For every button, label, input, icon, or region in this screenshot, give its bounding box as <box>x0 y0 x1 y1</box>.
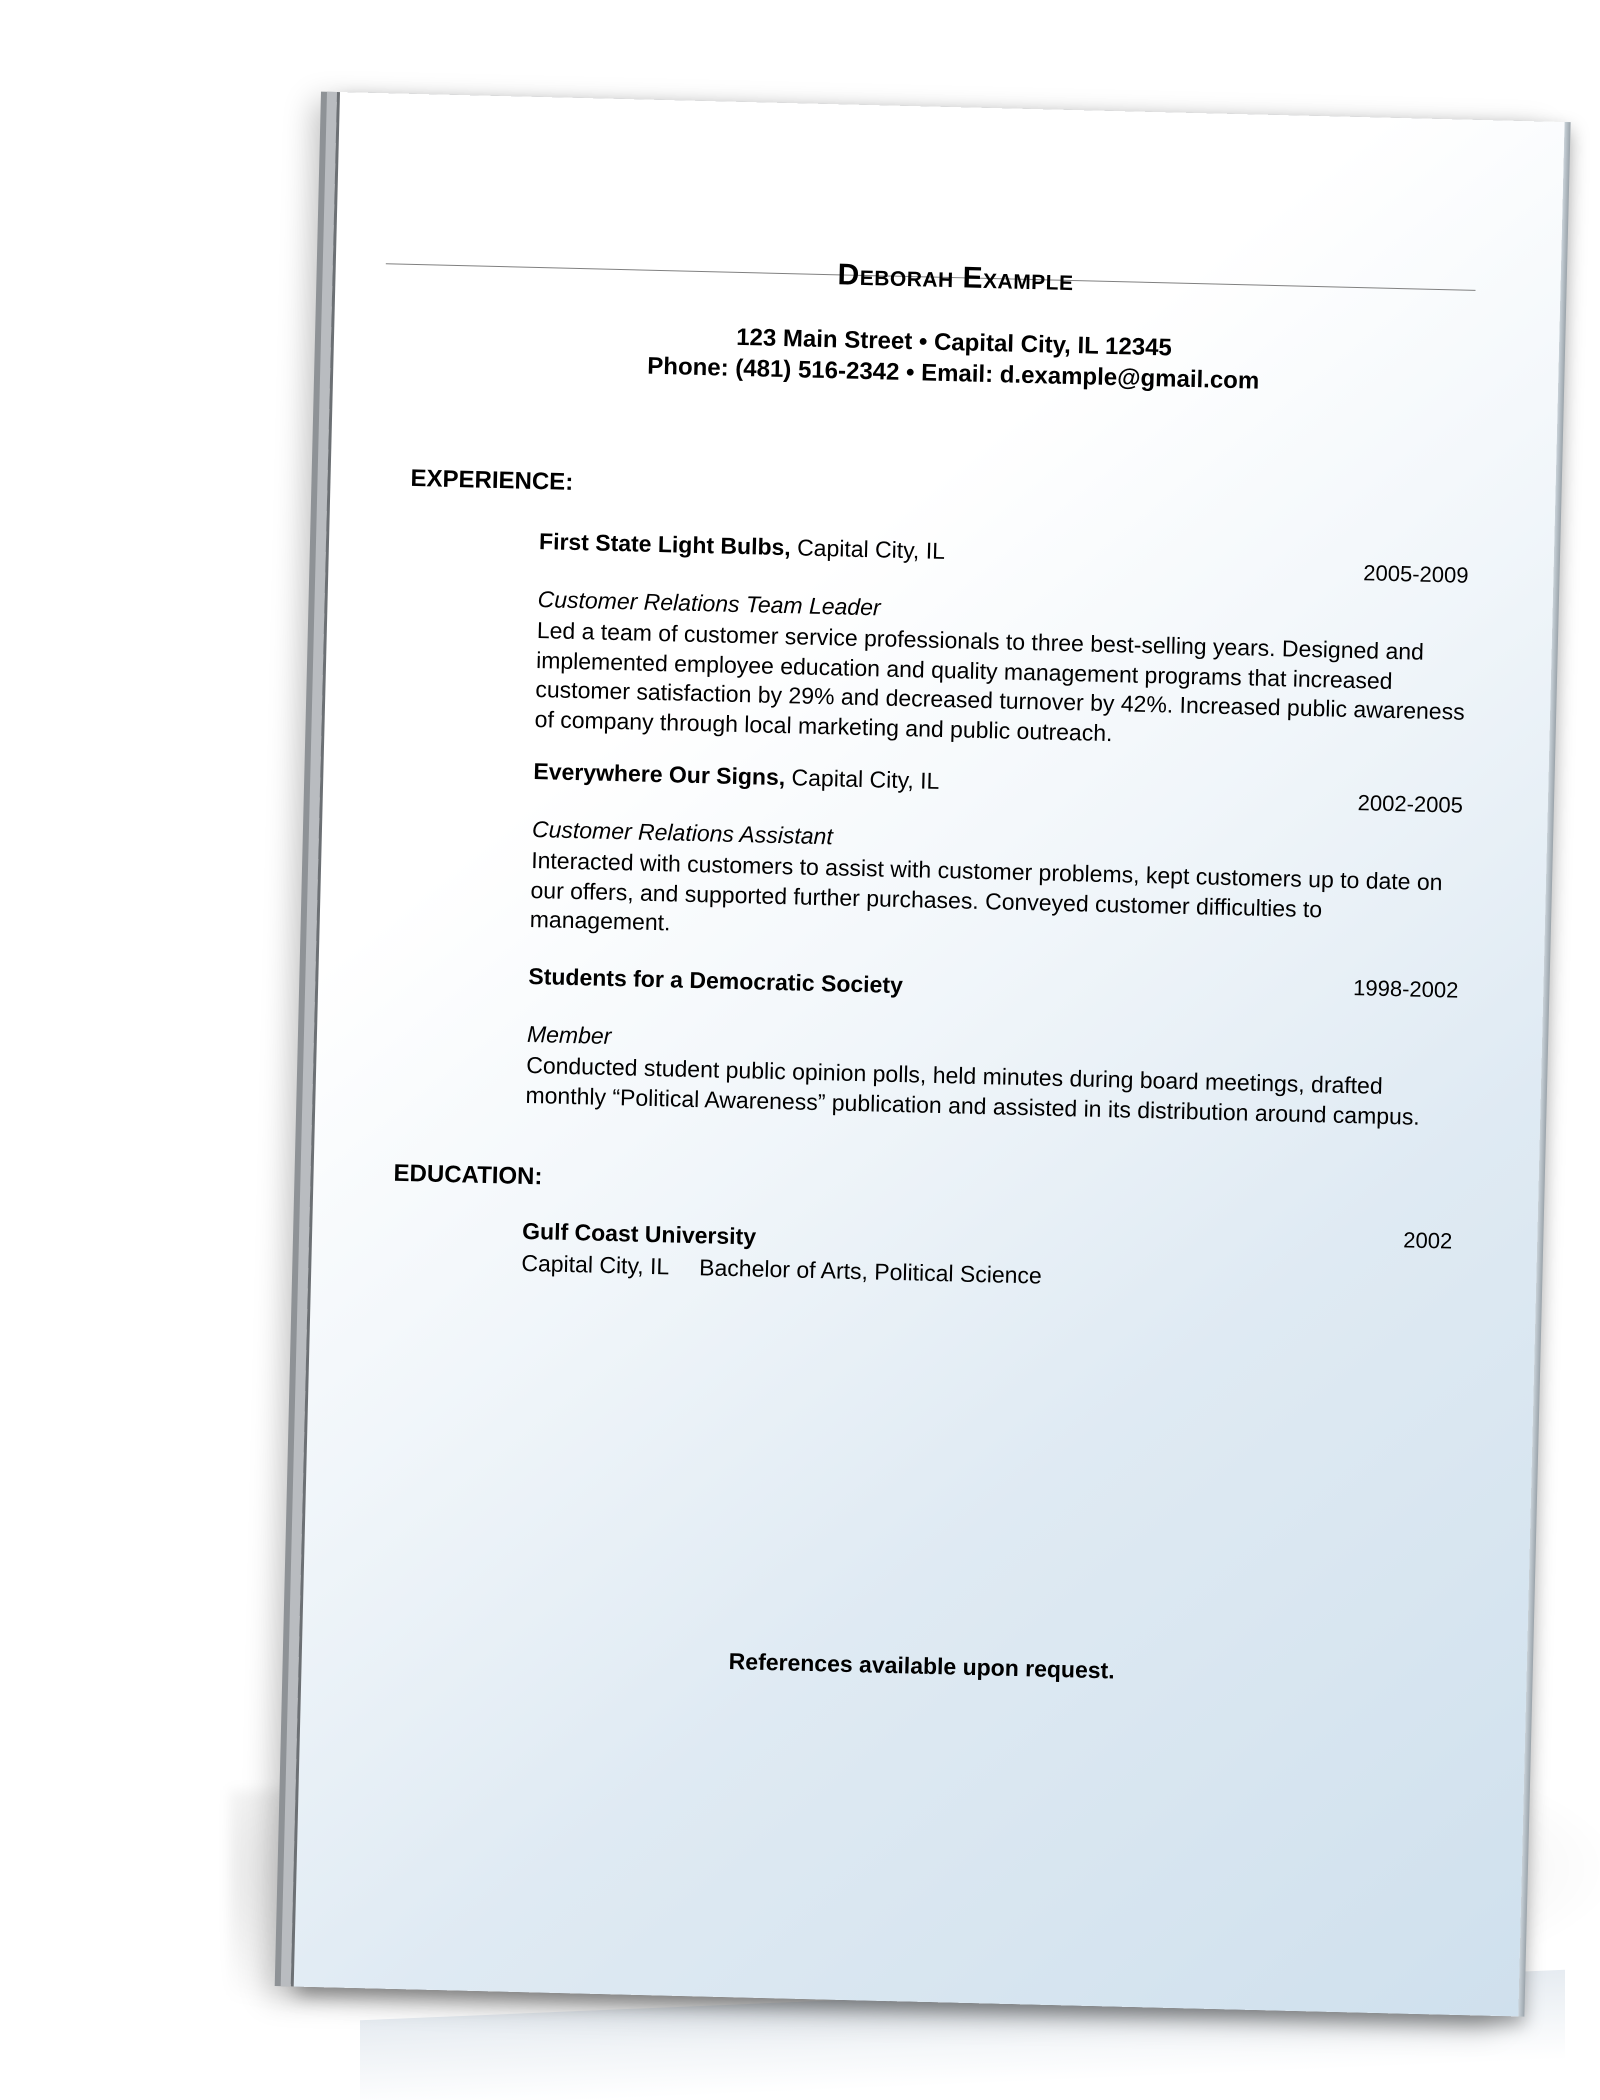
education-year: 2002 <box>1403 1227 1453 1254</box>
entry-dates: 2005-2009 <box>1363 560 1469 588</box>
entry-location: Capital City, IL <box>784 764 940 794</box>
experience-entry-3 <box>525 962 1458 1133</box>
entry-description: Interacted with customers to assist with customer problems, kept customers up to date on our offers, and supported further purchases. Conveyed customer difficulties to management. <box>529 847 1443 936</box>
contact-block <box>413 314 1494 403</box>
entry-org: First State Light Bulbs, <box>538 528 792 561</box>
entry-role: Customer Relations Assistant <box>531 815 834 850</box>
entry-role: Member <box>526 1020 612 1049</box>
experience-entry-2 <box>529 757 1463 957</box>
resume-page <box>291 92 1565 2016</box>
resume-name: Deborah Example <box>837 258 1075 298</box>
entry-description: Led a team of customer service professionals to three best-selling years. Designed and implemented employee education and quality management programs that increased customer satisfaction by 29% and decreased turnover by 42%. Increased public awareness of company through local marketing and public outreach. <box>534 617 1465 746</box>
education-school: Gulf Coast University <box>521 1217 757 1250</box>
entry-location: Capital City, IL <box>790 534 946 564</box>
address-line: 123 Main Street • Capital City, IL 12345 <box>735 323 1173 362</box>
entry-description: Conducted student public opinion polls, held minutes during board meetings, drafted monthly “Political Awareness” publication and assisted in its distribution around campus. <box>525 1052 1421 1130</box>
education-heading: EDUCATION: <box>393 1159 543 1191</box>
experience-entry-1 <box>534 527 1469 757</box>
education-degree: Bachelor of Arts, Political Science <box>698 1254 1043 1289</box>
experience-heading: EXPERIENCE: <box>410 464 574 496</box>
education-location: Capital City, IL <box>521 1249 670 1280</box>
resume-content <box>393 174 1498 1684</box>
entry-org: Students for a Democratic Society <box>528 962 904 999</box>
entry-role: Customer Relations Team Leader <box>537 586 881 621</box>
references-note: References available upon request. <box>728 1648 1115 1684</box>
contact-line: Phone: (481) 516-2342 • Email: d.example@gmail.com <box>647 352 1260 395</box>
entry-dates: 1998-2002 <box>1352 975 1459 1003</box>
education-entry <box>521 1217 1452 1301</box>
entry-dates: 2002-2005 <box>1357 790 1464 818</box>
entry-org: Everywhere Our Signs, <box>533 758 786 791</box>
